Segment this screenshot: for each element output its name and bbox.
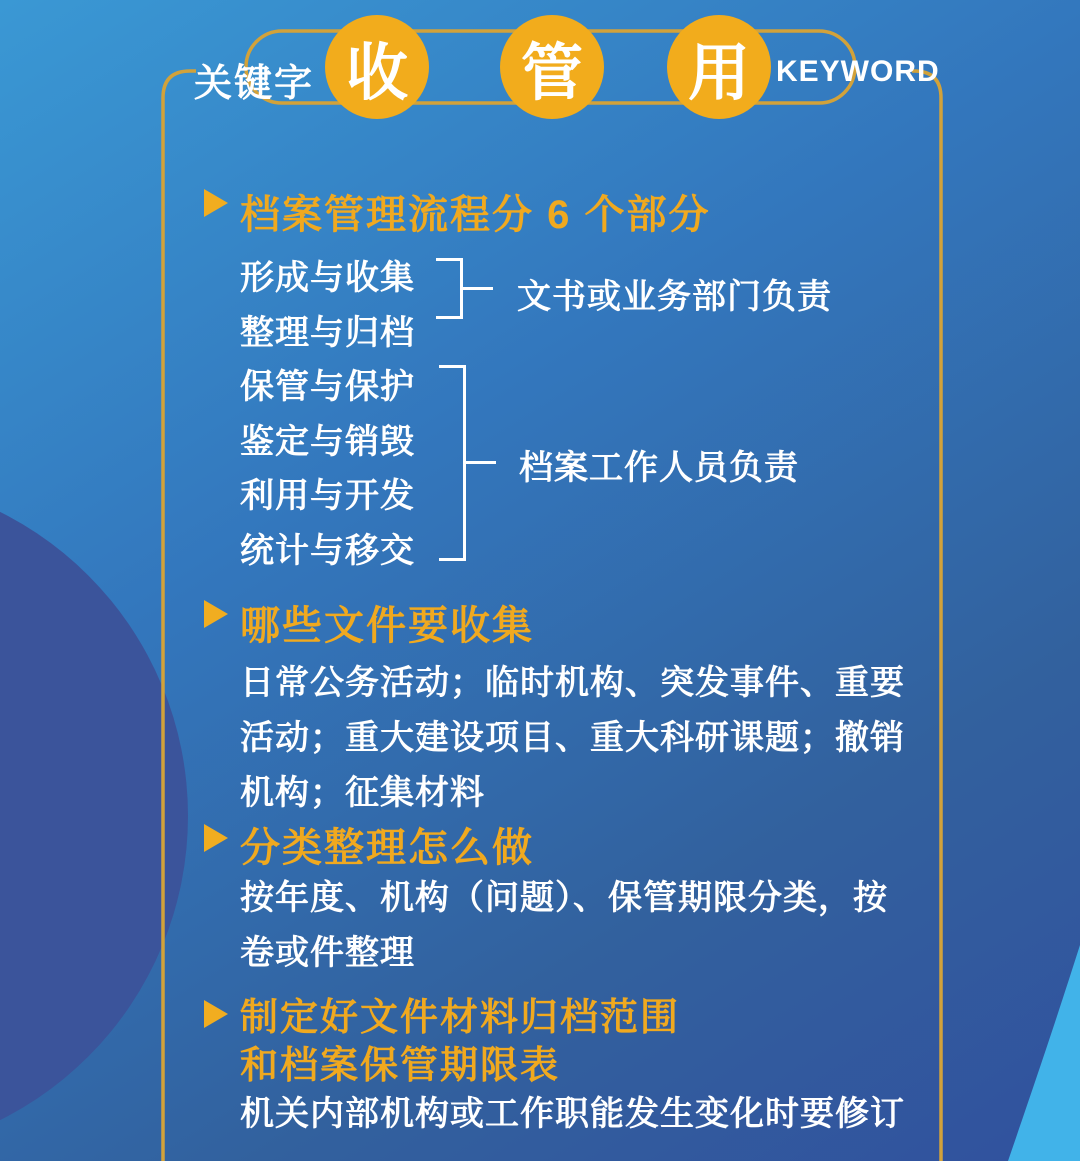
section3-body-line: 按年度、机构（问题）、保管期限分类，按 (240, 879, 888, 917)
responsible-label: 文书或业务部门负责 (517, 278, 832, 316)
section1-title: 档案管理流程分 6 个部分 (240, 193, 711, 237)
section2-body-line: 日常公务活动；临时机构、突发事件、重要 (240, 664, 905, 702)
responsible-label: 档案工作人员负责 (519, 449, 799, 487)
bullet-arrow-icon (204, 1000, 228, 1028)
keyword-circle-guan (500, 15, 604, 119)
keyword-char-shou: 收 (345, 38, 408, 108)
keyword-char-yong: 用 (687, 38, 750, 108)
bullet-arrow-icon (204, 600, 228, 628)
process-step: 保管与保护 (240, 368, 415, 406)
section2-title: 哪些文件要收集 (240, 604, 534, 648)
keyword-circle-yong (667, 15, 771, 119)
process-step: 鉴定与销毁 (240, 423, 415, 461)
section2-body-line: 活动；重大建设项目、重大科研课题；撤销 (240, 719, 905, 757)
process-step: 整理与归档 (240, 314, 415, 352)
keyword-circle-shou (325, 15, 429, 119)
section4-body-line: 机关内部机构或工作职能发生变化时要修订 (240, 1095, 905, 1133)
process-step: 利用与开发 (240, 477, 415, 515)
frame-right-border (912, 71, 941, 1161)
section2-body-line: 机构；征集材料 (240, 774, 485, 812)
section3-title: 分类整理怎么做 (240, 826, 534, 870)
bracket-icon (439, 365, 466, 561)
keyword-label-cn: 关键字 (194, 63, 315, 105)
process-step: 形成与收集 (240, 259, 415, 297)
section4-title-line: 制定好文件材料归档范围 (240, 997, 681, 1039)
cyan-corner-shape (1008, 945, 1080, 1161)
bullet-arrow-icon (204, 824, 228, 852)
keyword-char-guan: 管 (520, 38, 583, 108)
section4-title-line: 和档案保管期限表 (240, 1045, 561, 1087)
keyword-label-en: KEYWORD (776, 55, 940, 88)
process-step: 统计与移交 (240, 532, 415, 570)
bracket-icon (436, 258, 463, 319)
frame-left-border (163, 71, 196, 1161)
section3-body-line: 卷或件整理 (240, 934, 415, 972)
bullet-arrow-icon (204, 189, 228, 217)
